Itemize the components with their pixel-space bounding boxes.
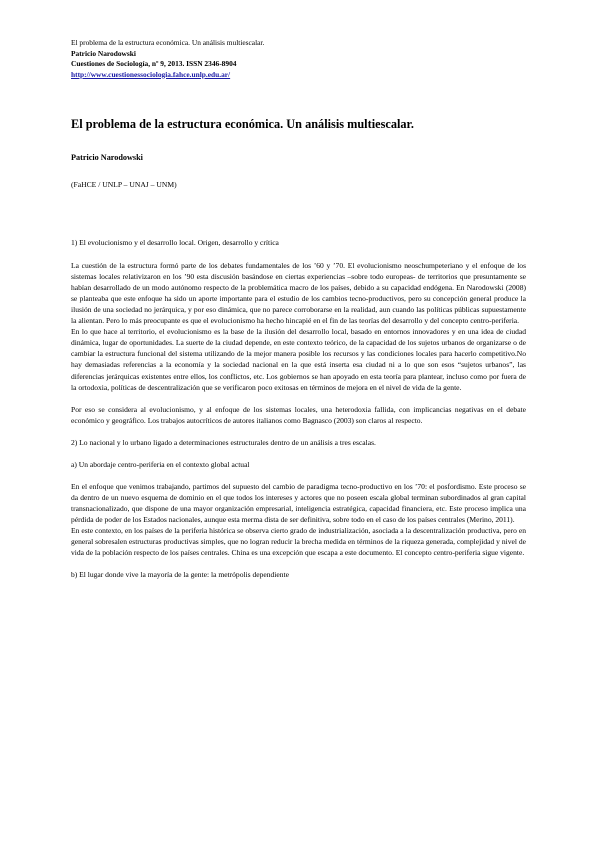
article-author: Patricio Narodowski [71,153,143,162]
paragraph: En este contexto, en los países de la periferia histórica se observa cierto grado de industrialización, asociada a la descentralización productiva, pero en general sobresalen estructuras productivas simples, que no logran reducir la brecha medida en términos de la riqueza generada, complejidad y nivel de vida de la población respecto de los países centrales. China es una excepción que escapa a este documento. El concepto centro-periferia sigue vigente. [71,525,526,558]
section-2b-heading: b) El lugar donde vive la mayoría de la gente: la metrópolis dependiente [71,570,289,580]
paragraph: En lo que hace al territorio, el evolucionismo es la base de la ilusión del desarrollo local, basado en entornos innovadores y en una idea de ciudad dinámica, lugar de oportunidades. La suerte de la ciudad depende, en este contexto teórico, de la capacidad de los sujetos urbanos de organizarse o de cambiar la estructura funcional del sistema utilizando de la mejor manera posible los recursos y las condiciones locales para hacerlo competitivo.No hay demasiadas referencias a la economía y la sociedad nacional en la que está inserta esa ciudad ni a lo que son esos “sujetos urbanos”, las diferencias jerárquicas existentes entre ellos, los conflictos, etc. Los gobiernos se han apoyado en esta teoría para plantear, incluso como por fuera de la ortodoxia, políticas de descentralización que se verificaron poco exitosas en términos de mejora en el nivel de vida de la gente. [71,327,526,392]
author-affiliation: (FaHCE / UNLP – UNAJ – UNM) [71,180,177,189]
running-header [71,38,531,80]
section-2-heading: 2) Lo nacional y lo urbano ligado a determinaciones estructurales dentro de un análisis a tres escalas. [71,437,376,447]
header-journal-citation: Cuestiones de Sociología, nº 9, 2013. ISSN 2346-8904 [71,59,237,68]
section-2a-heading: a) Un abordaje centro-periferia en el contexto global actual [71,459,250,469]
article-body [71,237,526,580]
paragraph: La cuestión de la estructura formó parte de los debates fundamentales de los ’60 y ’70. El evolucionismo neoschumpeteriano y el enfoque de los sistemas locales relativizaron en los ’90 esta discusión basándose en ciertas experiencias –sobre todo europeas- de territorios que presuntamente se habían desarrollado de un modo autónomo respecto de la problemática macro de los países, debido a su capacidad endógena. En Narodowski (2008) se planteaba que este enfoque ha sido un aporte importante para el estudio de los cambios tecno-productivos, pero su concepción general produce la ilusión de una sociedad no jerárquica, y por eso dinámica, que no parece corroborarse en la realidad, aun cuando las políticas públicas supuestamente la alientan. Pero lo más preocupante es que el evolucionismo ha hecho hincapié en el fin de las teorías del desarrollo y del concepto centro-periferia. [71,261,526,326]
paragraph: Por eso se considera al evolucionismo, y al enfoque de los sistemas locales, una heterodoxia fallida, con implicancias negativas en el debate económico y geográfico. Los trabajos autocríticos de autores italianos como Bagnasco (2003) son claros al respecto. [71,404,526,425]
paragraph: En el enfoque que venimos trabajando, partimos del supuesto del cambio de paradigma tecno-productivo en los ’70: el posfordismo. Este proceso se da dentro de un nuevo esquema de dominio en el que todos los intereses y actores que no poseen escala global terminan subordinados al gran capital transnacionalizado, que dispone de una mayor organización empresarial, inteligencia estratégica, capacidad financiera, etc. Este proceso implica una pérdida de poder de los Estados nacionales, aunque esta merma dista de ser definitiva, sobre todo en el caso de los países centrales (Merino, 2011). [71,481,526,524]
section-1-heading: 1) El evolucionismo y el desarrollo local. Origen, desarrollo y crítica [71,238,279,247]
header-author: Patricio Narodowski [71,48,136,58]
header-journal-link[interactable]: http://www.cuestionessociologia.fahce.unlp.edu.ar/ [71,69,231,79]
article-title: El problema de la estructura económica. Un análisis multiescalar. [71,117,414,131]
header-article-title: El problema de la estructura económica. Un análisis multiescalar. [71,38,265,47]
